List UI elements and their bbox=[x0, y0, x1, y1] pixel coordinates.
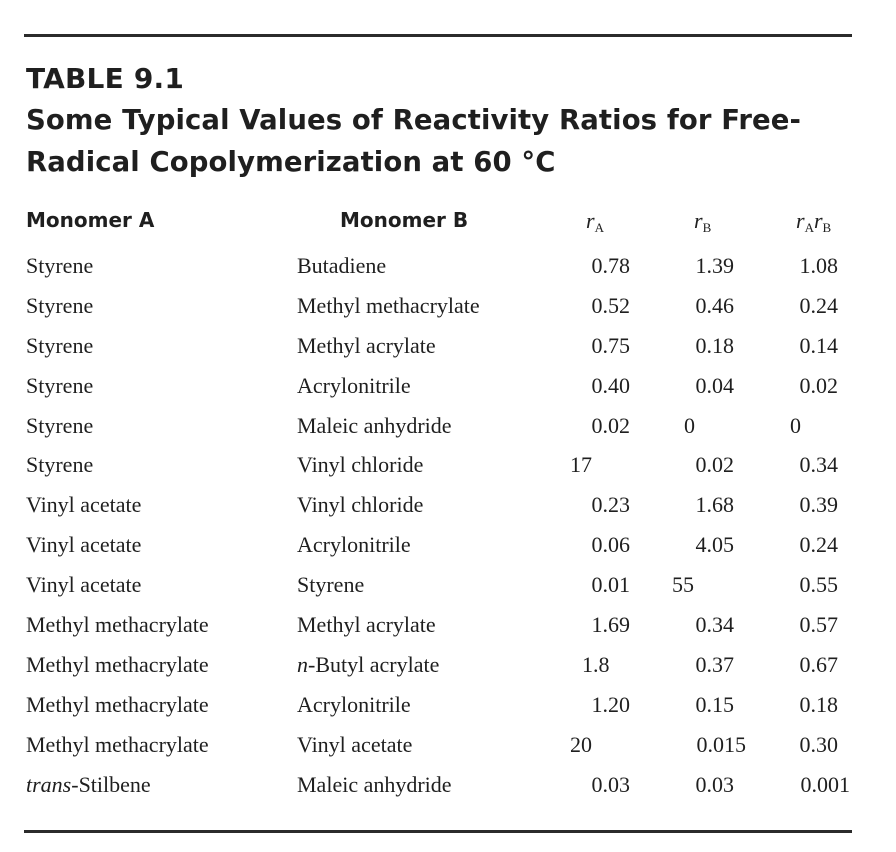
header-rb: $r_B$ bbox=[694, 208, 712, 235]
monomer-a-cell: Styrene bbox=[26, 452, 94, 478]
ra-cell: 1.69 bbox=[591, 612, 630, 638]
ra-cell: 0.23 bbox=[591, 492, 630, 518]
monomer-b-cell: Styrene bbox=[297, 572, 365, 598]
ra-cell: 17 bbox=[570, 452, 592, 478]
ra-rb-cell: 0.18 bbox=[799, 691, 838, 717]
monomer-a-cell: Styrene bbox=[26, 332, 94, 358]
table-row bbox=[0, 612, 896, 652]
ra-rb-cell: 0.67 bbox=[799, 651, 838, 677]
monomer-b-cell: Methyl acrylate bbox=[297, 612, 436, 638]
table-row bbox=[0, 492, 896, 532]
rb-cell: 0.02 bbox=[695, 452, 734, 478]
ra-rb-cell: 0.57 bbox=[799, 612, 838, 638]
monomer-b-cell: Methyl methacrylate bbox=[297, 292, 480, 318]
ra-rb-cell: 0.30 bbox=[799, 731, 838, 757]
ra-rb-cell: 0.02 bbox=[799, 372, 838, 398]
monomer-b-cell bbox=[297, 652, 439, 678]
rb-cell: 0.15 bbox=[695, 691, 734, 717]
header-monomer-b: Monomer B bbox=[340, 208, 469, 232]
top-rule bbox=[24, 34, 852, 37]
ra-rb-cell: 1.08 bbox=[799, 253, 838, 278]
monomer-a-cell: Methyl methacrylate bbox=[26, 612, 209, 638]
rb-cell: 1.68 bbox=[695, 492, 734, 518]
monomer-a-cell: Styrene bbox=[26, 253, 94, 278]
monomer-b-cell: Butadiene bbox=[297, 253, 387, 278]
rb-cell: 0.34 bbox=[695, 612, 734, 638]
ra-cell: 0.02 bbox=[591, 412, 630, 438]
monomer-b-cell: Vinyl chloride bbox=[297, 492, 424, 518]
rb-cell: 0 bbox=[684, 412, 695, 438]
monomer-a-text: -Stilbene bbox=[71, 771, 151, 797]
ra-cell: 0.78 bbox=[591, 253, 630, 278]
monomer-a-cell bbox=[26, 772, 151, 798]
ra-cell: 0.03 bbox=[591, 771, 630, 797]
monomer-a-cell: Vinyl acetate bbox=[26, 532, 142, 558]
monomer-b-cell: Acrylonitrile bbox=[297, 372, 411, 398]
monomer-a-cell: Styrene bbox=[26, 412, 94, 438]
rb-cell: 55 bbox=[672, 572, 694, 598]
rb-cell: 0.46 bbox=[695, 292, 734, 318]
monomer-a-cell: Methyl methacrylate bbox=[26, 651, 209, 677]
rb-cell: 1.39 bbox=[695, 253, 734, 278]
table-row bbox=[0, 652, 896, 692]
monomer-a-cell: Vinyl acetate bbox=[26, 572, 142, 598]
table-row bbox=[0, 692, 896, 732]
table-body bbox=[0, 253, 896, 811]
ra-rb-cell: 0.24 bbox=[799, 532, 838, 558]
italic-prefix: trans bbox=[26, 771, 72, 797]
monomer-b-cell: Maleic anhydride bbox=[297, 771, 452, 797]
table-row bbox=[0, 253, 896, 293]
table-row bbox=[0, 772, 896, 812]
rb-cell: 4.05 bbox=[695, 532, 734, 558]
monomer-a-cell: Styrene bbox=[26, 372, 94, 398]
ra-rb-cell: 0.14 bbox=[799, 332, 838, 358]
ra-rb-cell: 0.24 bbox=[799, 292, 838, 318]
monomer-b-cell: Vinyl chloride bbox=[297, 452, 424, 478]
ra-cell: 0.01 bbox=[591, 572, 630, 598]
ra-cell: 0.40 bbox=[591, 372, 630, 398]
monomer-b-cell: Maleic anhydride bbox=[297, 412, 452, 438]
monomer-a-cell: Vinyl acetate bbox=[26, 492, 142, 518]
monomer-a-cell: Methyl methacrylate bbox=[26, 731, 209, 757]
rb-cell: 0.37 bbox=[695, 651, 734, 677]
monomer-b-cell: Acrylonitrile bbox=[297, 532, 411, 558]
ra-rb-cell: 0.55 bbox=[799, 572, 838, 598]
table-title-line-2: Radical Copolymerization at 60 °C bbox=[26, 146, 556, 178]
monomer-a-cell: Methyl methacrylate bbox=[26, 691, 209, 717]
rb-cell: 0.03 bbox=[695, 771, 734, 797]
table-number: TABLE 9.1 bbox=[26, 62, 185, 95]
table-row bbox=[0, 532, 896, 572]
rb-cell: 0.18 bbox=[695, 332, 734, 358]
ra-cell: 1.20 bbox=[591, 691, 630, 717]
header-monomer-a: Monomer A bbox=[26, 208, 155, 232]
table-row bbox=[0, 293, 896, 333]
monomer-b-text: -Butyl acrylate bbox=[308, 651, 440, 677]
ra-cell: 0.06 bbox=[591, 532, 630, 558]
ra-rb-cell: 0.39 bbox=[799, 492, 838, 518]
table-row bbox=[0, 373, 896, 413]
ra-rb-cell: 0.001 bbox=[800, 771, 850, 797]
monomer-b-cell: Vinyl acetate bbox=[297, 731, 413, 757]
table-row bbox=[0, 452, 896, 492]
ra-cell: 20 bbox=[570, 731, 592, 757]
table-row bbox=[0, 572, 896, 612]
ra-cell: 0.52 bbox=[591, 292, 630, 318]
rb-cell: 0.015 bbox=[696, 731, 746, 757]
monomer-a-cell: Styrene bbox=[26, 292, 94, 318]
monomer-b-cell: Acrylonitrile bbox=[297, 691, 411, 717]
monomer-b-cell: Methyl acrylate bbox=[297, 332, 436, 358]
table-row bbox=[0, 333, 896, 373]
table-row bbox=[0, 413, 896, 453]
table-title-line-1: Some Typical Values of Reactivity Ratios for Free- bbox=[26, 104, 802, 136]
rb-cell: 0.04 bbox=[695, 372, 734, 398]
ra-rb-cell: 0 bbox=[790, 412, 801, 438]
ra-cell: 1.8 bbox=[582, 651, 610, 677]
ra-rb-cell: 0.34 bbox=[799, 452, 838, 478]
ra-cell: 0.75 bbox=[591, 332, 630, 358]
table-row bbox=[0, 732, 896, 772]
header-ra-rb: $r_Ar_B$ bbox=[796, 208, 832, 235]
bottom-rule bbox=[24, 830, 852, 833]
italic-prefix: n bbox=[297, 651, 308, 677]
header-ra: $r_A$ bbox=[586, 208, 604, 235]
